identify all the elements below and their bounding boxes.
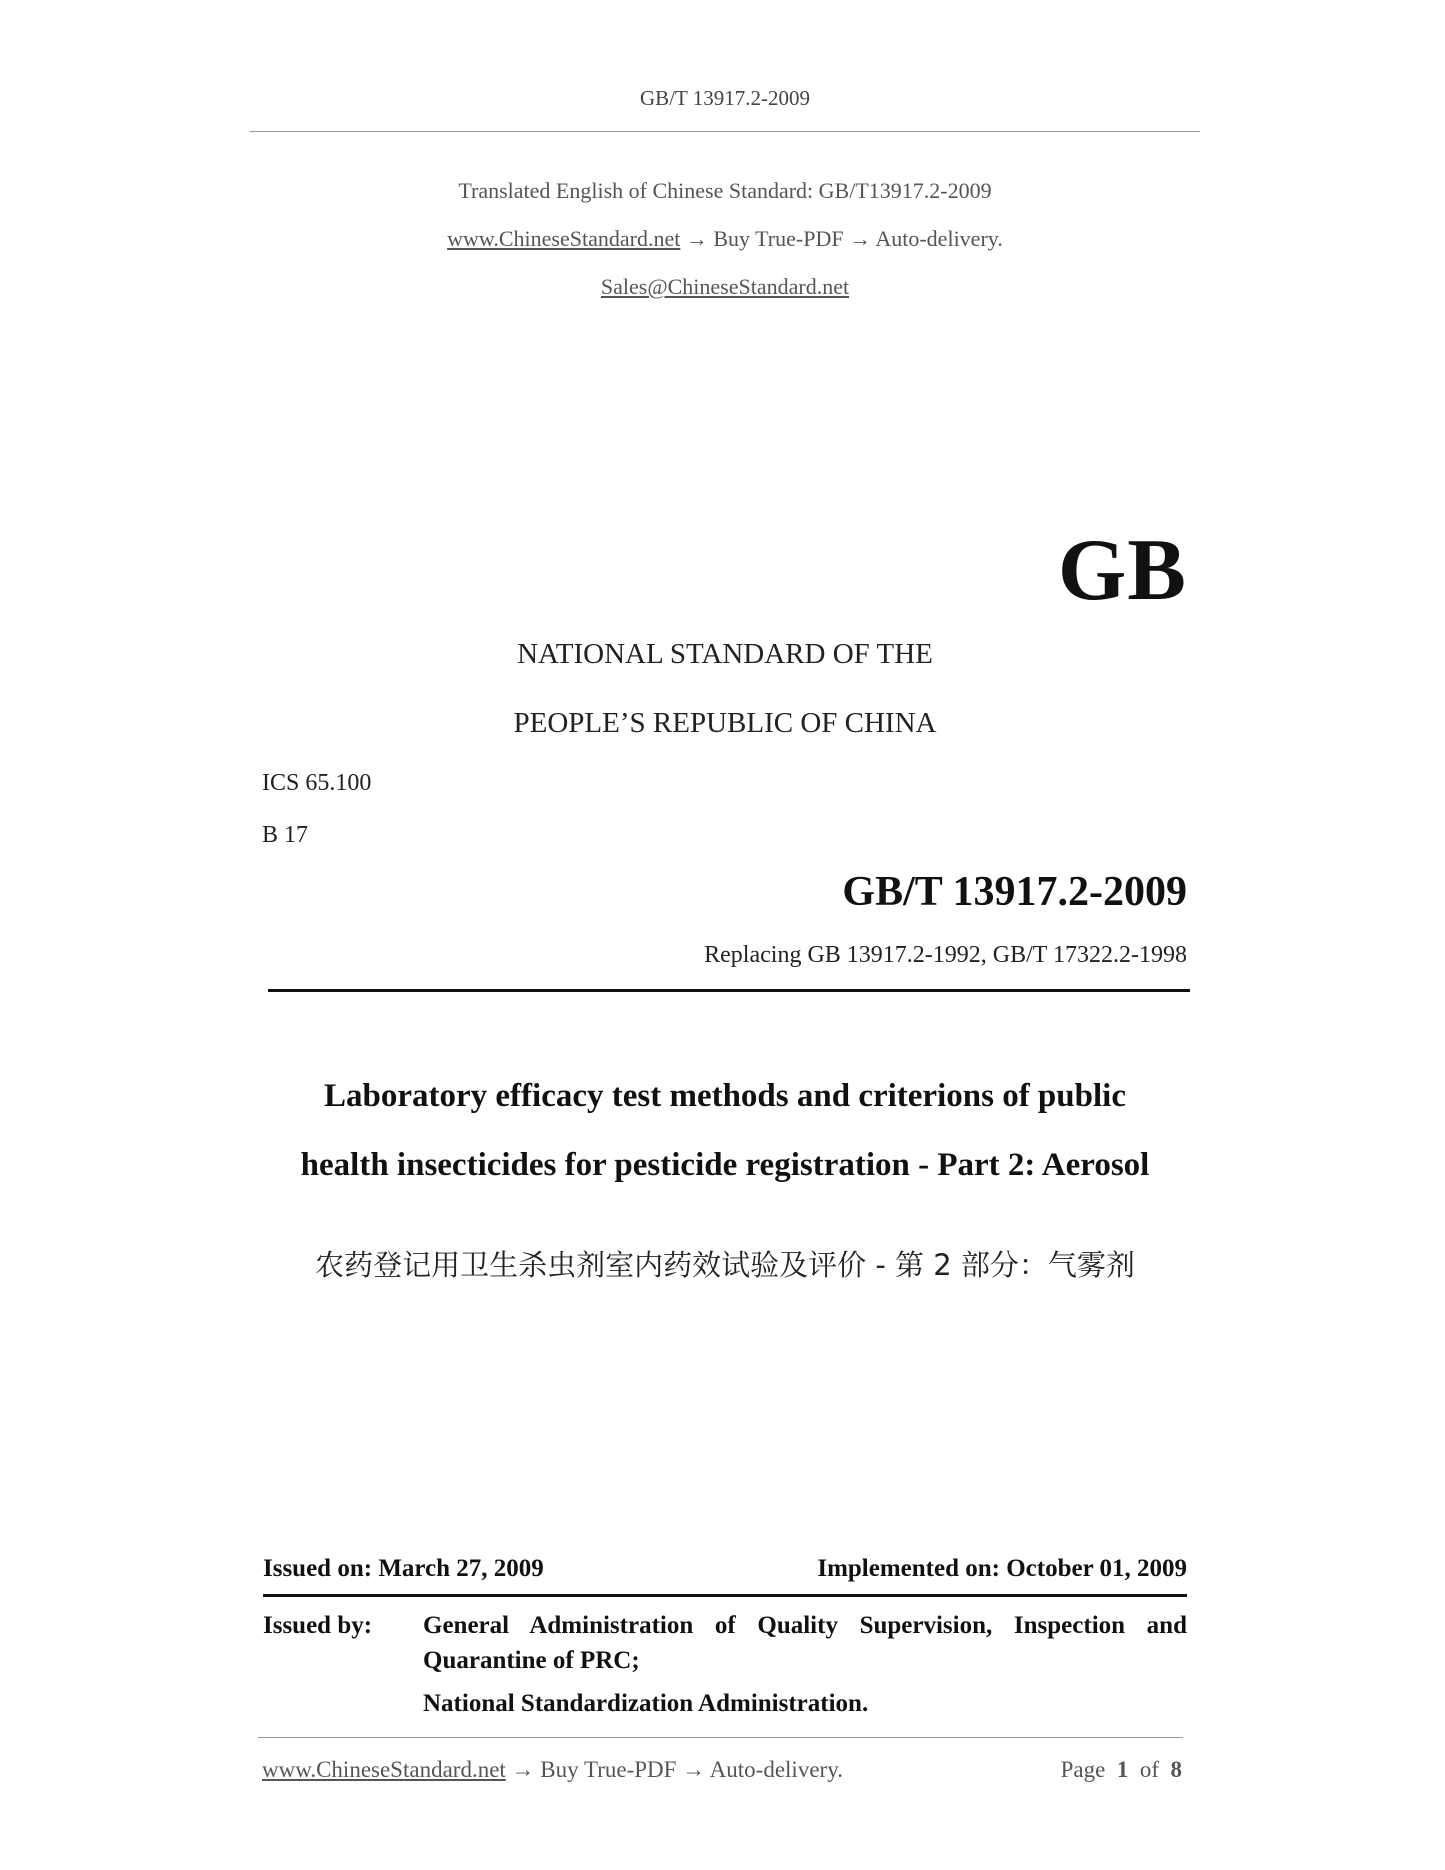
footer-website-link[interactable]: www.ChineseStandard.net [262,1757,506,1782]
translation-notice: Translated English of Chinese Standard: GB/T13917.2-2009 [458,178,992,203]
footer-auto-delivery-text: Auto-delivery. [709,1757,843,1782]
arrow-right-icon: → [685,226,708,251]
page-total: 8 [1170,1757,1182,1782]
footer-buy-pdf-text: Buy True-PDF [540,1757,677,1782]
arrow-right-icon: → [511,1757,535,1782]
page-indicator [1061,1757,1182,1783]
running-header: GB/T 13917.2-2009 [640,86,810,110]
purchase-notice [250,226,1200,252]
header-divider [250,131,1200,132]
website-link[interactable]: www.ChineseStandard.net [447,226,681,251]
issuer-list [423,1608,1187,1721]
issuer-aqsiq: General Administration of Quality Supervision, Inspection and [423,1612,1187,1639]
ics-code: ICS 65.100 [262,770,372,796]
sales-email-link[interactable]: Sales@ChineseStandard.net [600,274,850,299]
buy-pdf-text: Buy True-PDF [713,226,844,251]
standard-number: GB/T 13917.2-2009 [842,869,1187,915]
gb-mark: GB [1057,522,1187,619]
auto-delivery-text: Auto-delivery. [875,226,1003,251]
sales-contact [250,274,1200,300]
ccs-code: B 17 [262,822,309,848]
issue-divider [263,1594,1187,1597]
footer-divider [258,1737,1183,1738]
footer-purchase-notice [262,1757,843,1783]
arrow-right-icon: → [682,1757,706,1782]
title-english-line-2: health insecticides for pesticide registration - Part 2: Aerosol [300,1147,1150,1183]
page-label: Page [1060,1757,1106,1782]
national-standard-heading: NATIONAL STANDARD OF THE [517,638,933,670]
arrow-right-icon: → [849,226,872,251]
title-chinese: 农药登记用卫生杀虫剂室内药效试验及评价 - 第 2 部分：气雾剂 [315,1248,1135,1282]
issued-on-date: Issued on: March 27, 2009 [263,1555,544,1582]
implemented-on-date: Implemented on: October 01, 2009 [817,1555,1187,1582]
page-current: 1 [1116,1757,1129,1782]
title-english-line-1: Laboratory efficacy test methods and criterions of public [324,1078,1126,1114]
issued-by-label: Issued by: [263,1612,373,1639]
issuer-sac: National Standardization Administration. [423,1690,869,1717]
replacing-standards: Replacing GB 13917.2-1992, GB/T 17322.2-1998 [704,942,1187,968]
country-heading: PEOPLE’S REPUBLIC OF CHINA [513,707,937,739]
issuer-aqsiq-continued: Quarantine of PRC; [423,1647,640,1674]
page-of-label: of [1139,1757,1159,1782]
title-divider [268,989,1190,992]
